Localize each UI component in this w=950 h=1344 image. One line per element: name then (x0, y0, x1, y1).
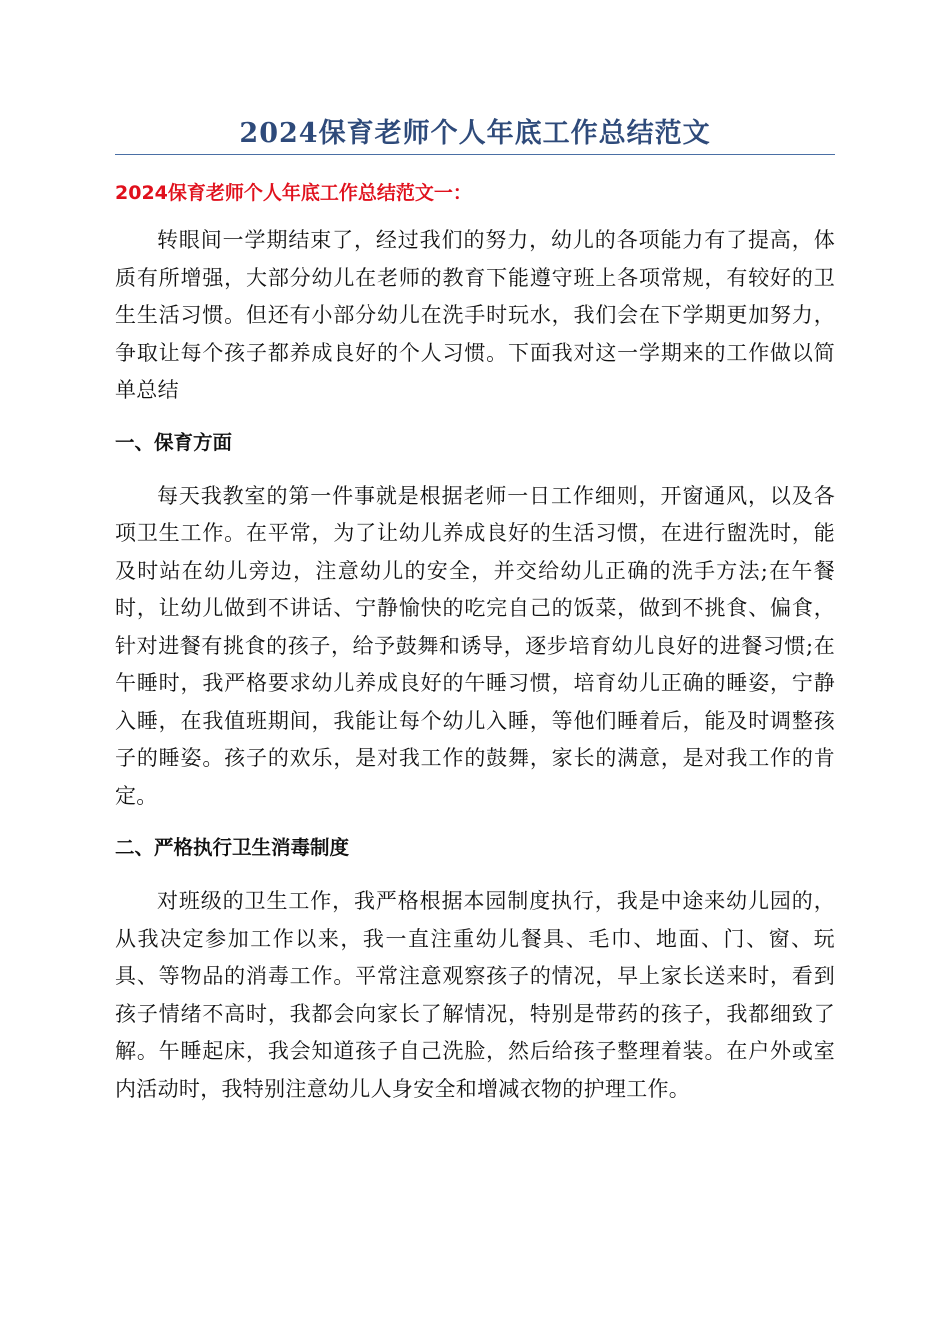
document-body (115, 178, 835, 1108)
document-title: 2024保育老师个人年底工作总结范文 (239, 118, 711, 149)
section-heading-childcare: 一、保育方面 (115, 430, 233, 454)
section-body-hygiene: 对班级的卫生工作，我严格根据本园制度执行，我是中途来幼儿园的，从我决定参加工作以来，我一直注重幼儿餐具、毛巾、地面、门、窗、玩具、等物品的消毒工作。平常注意观察孩子的情况，早上家长送来时，看到孩子情绪不高时，我都会向家长了解情况，特别是带药的孩子，我都细致了解。午睡起床，我会知道孩子自己洗脸，然后给孩子整理着装。在户外或室内活动时，我特别注意幼儿人身安全和增减衣物的护理工作。 (115, 889, 835, 1101)
section-body-childcare: 每天我教室的第一件事就是根据老师一日工作细则，开窗通风，以及各项卫生工作。在平常，为了让幼儿养成良好的生活习惯，在进行盥洗时，能及时站在幼儿旁边，注意幼儿的安全，并交给幼儿正确的洗手方法;在午餐时，让幼儿做到不讲话、宁静愉快的吃完自己的饭菜，做到不挑食、偏食，针对进餐有挑食的孩子，给予鼓舞和诱导，逐步培育幼儿良好的进餐习惯;在午睡时，我严格要求幼儿养成良好的午睡习惯，培育幼儿正确的睡姿，宁静入睡，在我值班期间，我能让每个幼儿入睡，等他们睡着后，能及时调整孩子的睡姿。孩子的欢乐，是对我工作的鼓舞，家长的满意，是对我工作的肯定。 (115, 483, 835, 808)
section-heading-hygiene: 二、严格执行卫生消毒制度 (115, 836, 350, 859)
intro-paragraph: 转眼间一学期结束了，经过我们的努力，幼儿的各项能力有了提高，体质有所增强，大部分幼儿在老师的教育下能遵守班上各项常规，有较好的卫生生活习惯。但还有小部分幼儿在洗手时玩水，我们会在下学期更加努力，争取让每个孩子都养成良好的个人习惯。下面我对这一学期来的工作做以简单总结 (115, 228, 835, 402)
article-subtitle: 2024保育老师个人年底工作总结范文一： (115, 182, 472, 204)
title-underline (115, 154, 835, 155)
